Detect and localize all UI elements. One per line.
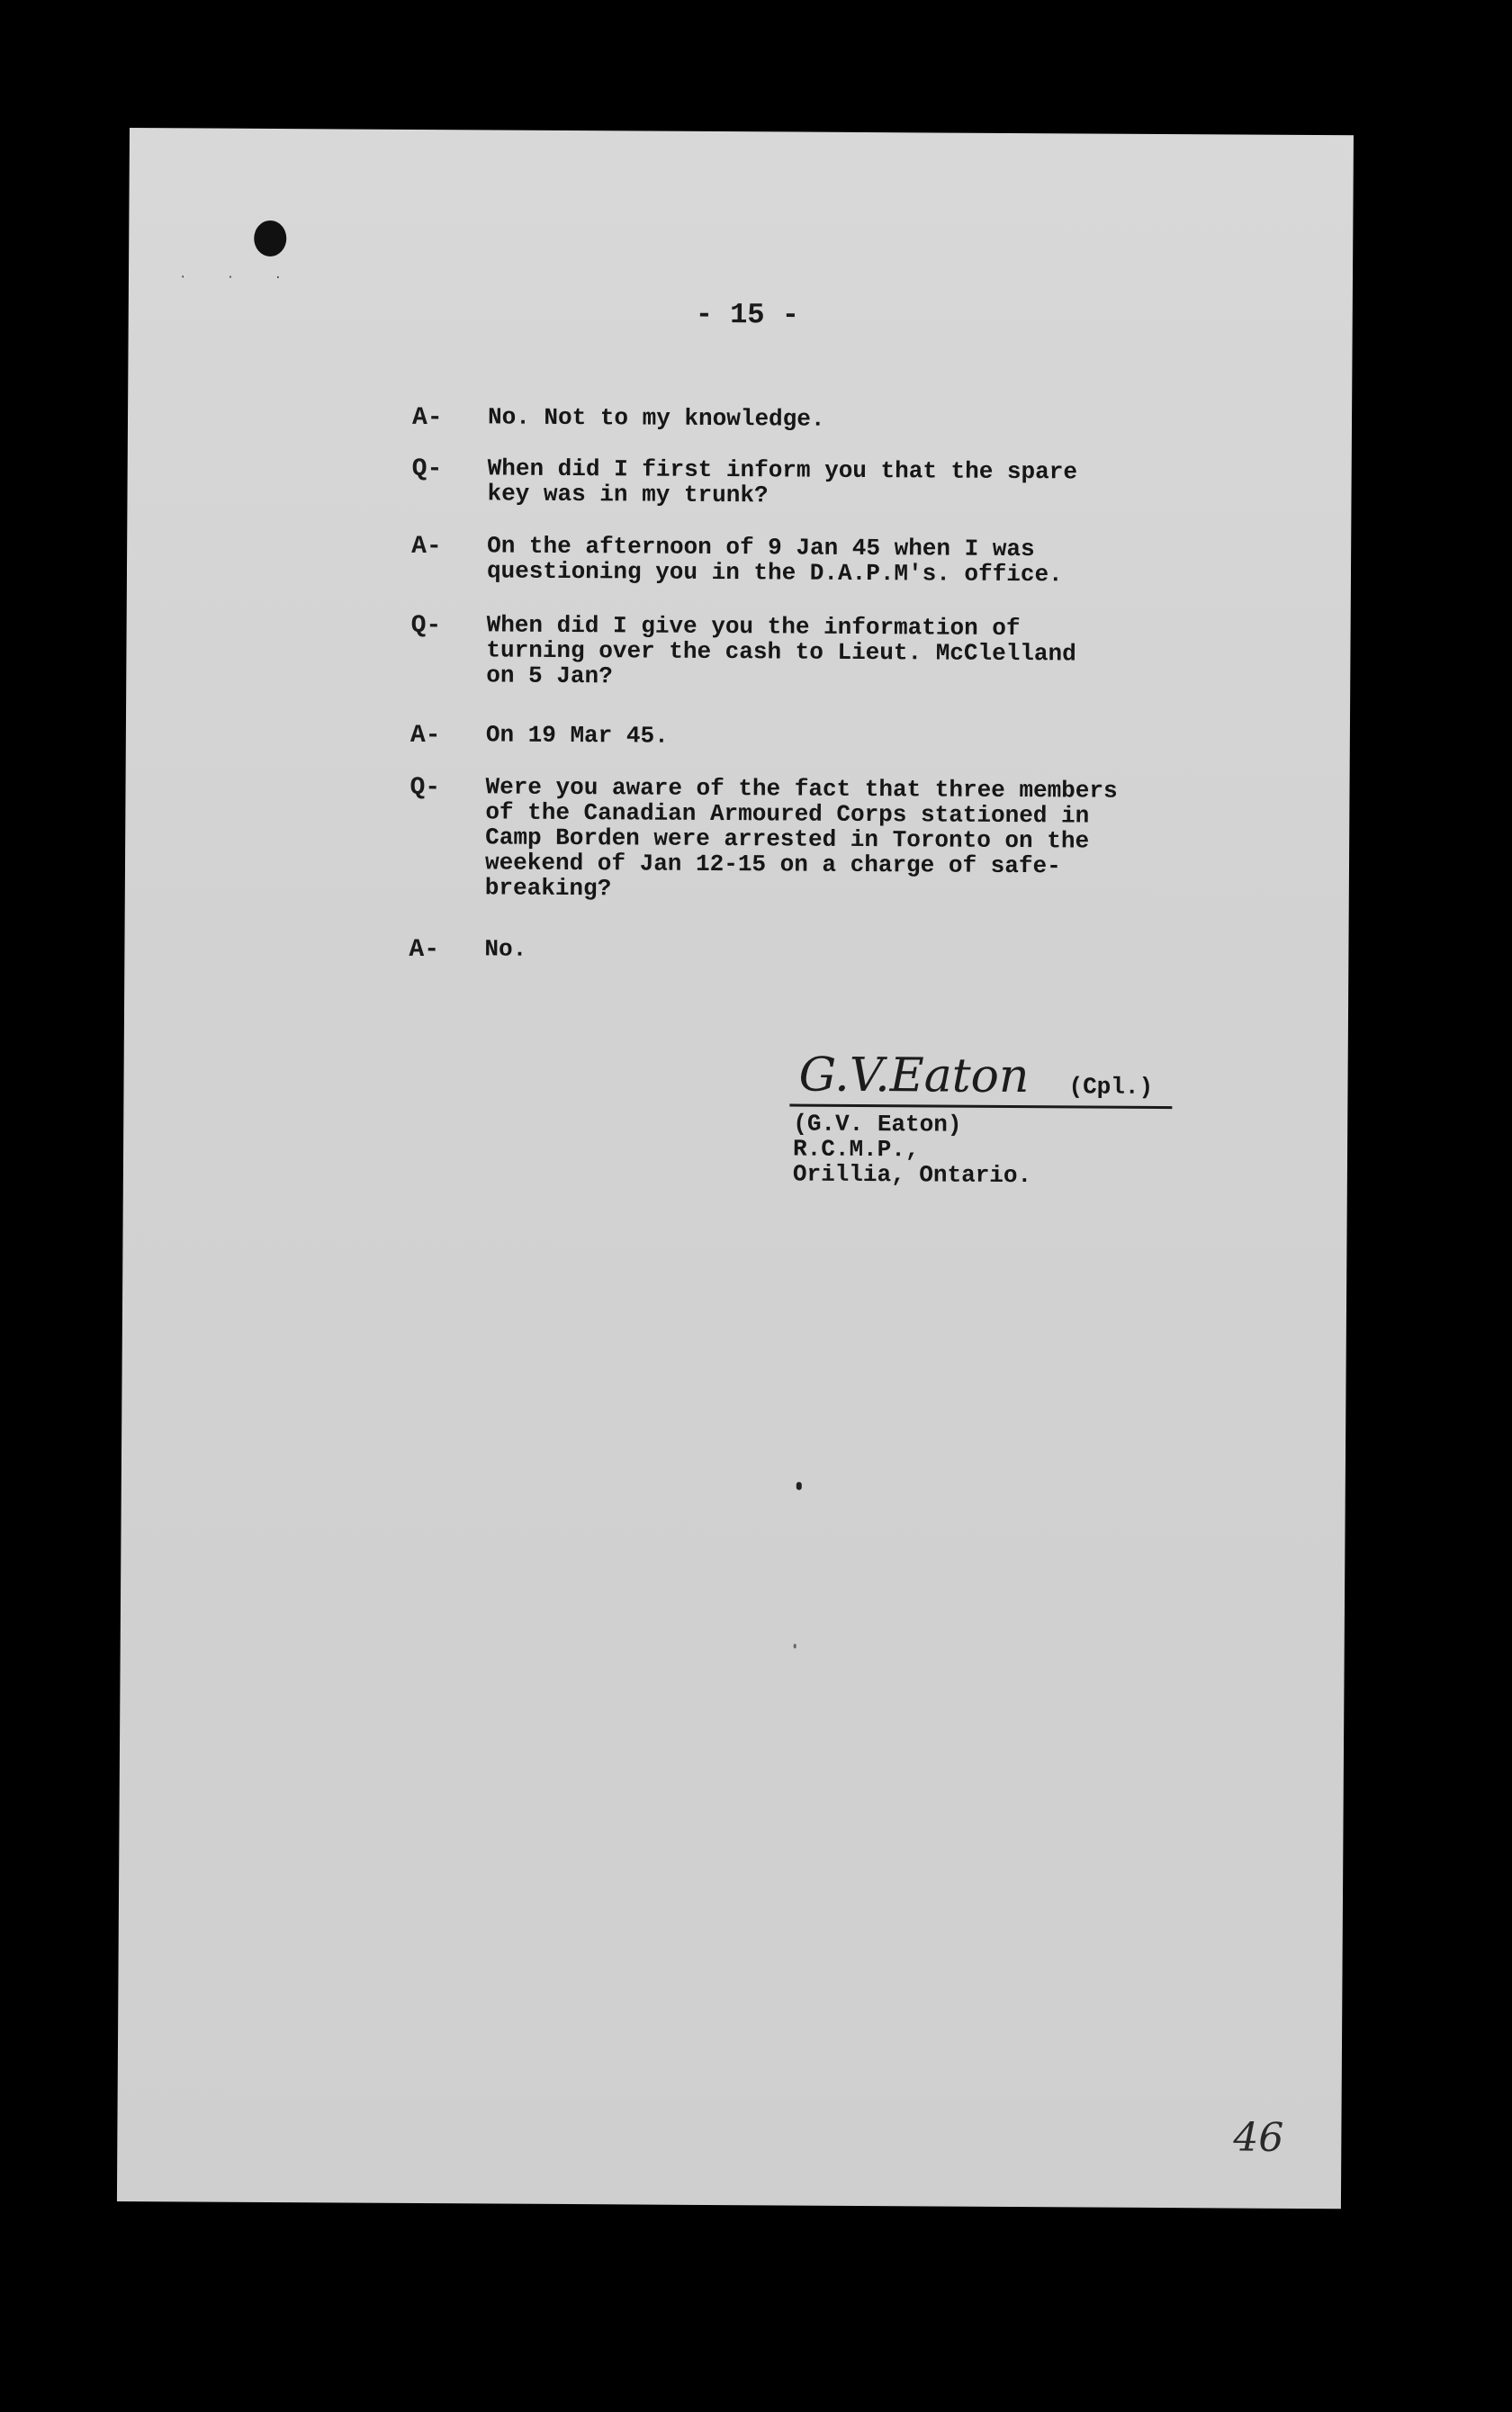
- qa-mark: A-: [411, 532, 442, 562]
- qa-text: On the afternoon of 9 Jan 45 when I was questioning you in the D.A.P.M's. office.: [486, 532, 1063, 589]
- qa-mark: Q-: [410, 773, 441, 803]
- qa-mark: Q-: [410, 611, 442, 641]
- speck: [796, 1482, 802, 1490]
- qa-text: When did I give you the information of turning over the cash to Lieut. McClelland on 5 Jan?: [486, 611, 1076, 690]
- qa-item: [411, 454, 1222, 509]
- qa-item: [410, 611, 1221, 690]
- handwritten-signature: G.V.Eaton: [798, 1048, 1030, 1104]
- qa-text: Were you aware of the fact that three members of the Canadian Armoured Corps stationed in Camp Borden were arrested in Toronto on the weekend of Jan 12-15 on a charge of safe- breaking?: [484, 773, 1118, 903]
- punch-hole: [254, 220, 286, 256]
- qa-item: [411, 403, 1222, 433]
- qa-item: [410, 721, 1220, 751]
- qa-text: When did I first inform you that the spare key was in my trunk?: [487, 454, 1078, 509]
- qa-item: [409, 935, 1220, 965]
- signature-block: [789, 1048, 1294, 1195]
- page-number: - 15 -: [695, 297, 800, 332]
- qa-mark: A-: [409, 935, 440, 965]
- qa-text: No.: [484, 935, 527, 963]
- qa-mark: Q-: [411, 454, 443, 484]
- document-page: [117, 128, 1354, 2209]
- signature-rank: (Cpl.): [1068, 1073, 1154, 1101]
- qa-item: [411, 532, 1221, 589]
- qa-text: On 19 Mar 45.: [485, 721, 669, 750]
- qa-item: [410, 773, 1220, 903]
- specks: . . .: [178, 267, 299, 284]
- qa-mark: A-: [410, 721, 441, 751]
- qa-text: No. Not to my knowledge.: [487, 403, 825, 433]
- qa-mark: A-: [411, 403, 443, 433]
- signature-line: [789, 1104, 1172, 1110]
- archive-number: 46: [1233, 2114, 1284, 2161]
- speck: [794, 1644, 796, 1649]
- signature-details: (G.V. Eaton) R.C.M.P., Orillia, Ontario.: [792, 1110, 1032, 1190]
